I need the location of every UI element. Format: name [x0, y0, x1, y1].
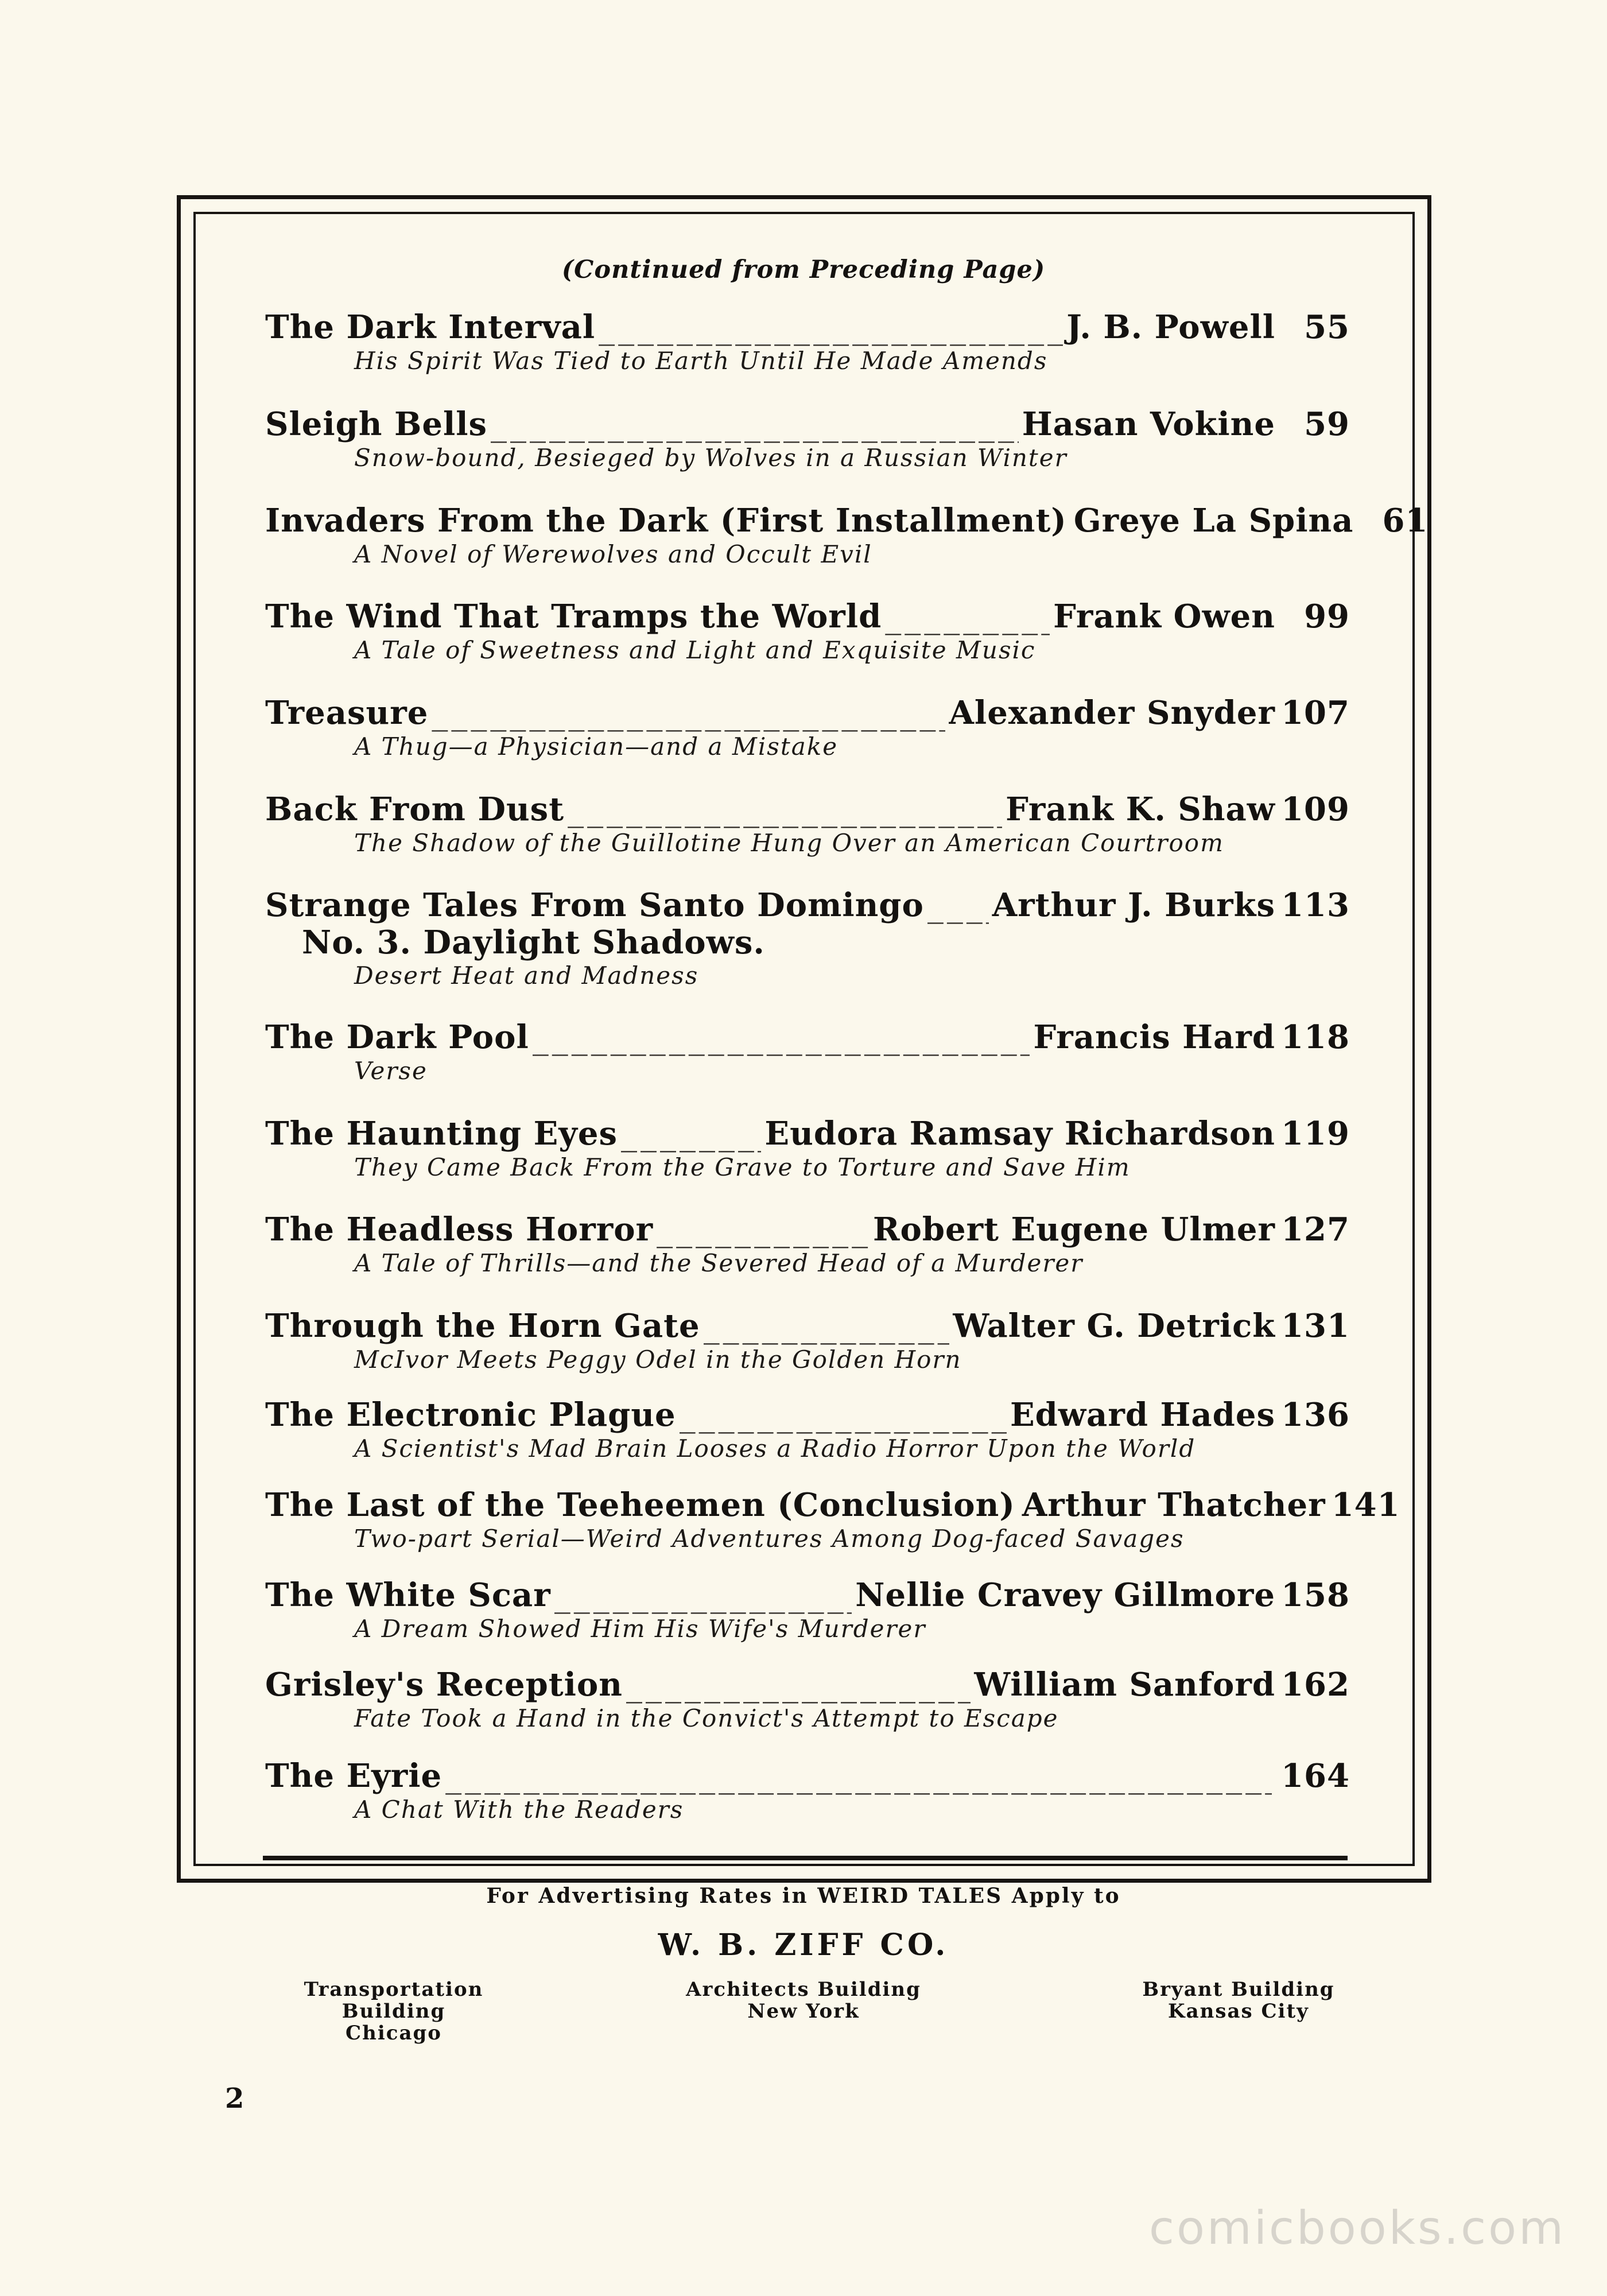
- address-building: Architects Building: [686, 1978, 921, 2001]
- entry-title: Invaders From the Dark (First Installment): [265, 502, 1067, 540]
- entry-title: Back From Dust: [265, 790, 565, 828]
- company-name: W. B. ZIFF CO.: [658, 1927, 949, 1963]
- entry-title: Through the Horn Gate: [265, 1307, 700, 1345]
- entry-tagline: McIvor Meets Peggy Odel in the Golden Horn: [354, 1345, 962, 1374]
- entry-author: Frank K. Shaw: [1006, 790, 1275, 828]
- entry-tagline: Two-part Serial—Weird Adventures Among Dog-faced Savages: [354, 1525, 1185, 1553]
- dot-leader: [445, 1758, 1272, 1795]
- entry-page: 136: [1281, 1396, 1350, 1434]
- entry-page: 162: [1281, 1666, 1350, 1704]
- entry-author: Walter G. Detrick: [953, 1307, 1275, 1345]
- dot-leader: [621, 1116, 761, 1153]
- entry-title: Sleigh Bells: [265, 405, 488, 443]
- entry-tagline: A Novel of Werewolves and Occult Evil: [354, 540, 872, 568]
- divider-rule: [263, 1856, 1348, 1860]
- entry-tagline: A Scientist's Mad Brain Looses a Radio Horror Upon the World: [354, 1434, 1196, 1463]
- entry-author: Robert Eugene Ulmer: [872, 1211, 1275, 1248]
- entry-page: 118: [1281, 1018, 1350, 1056]
- address-city: Kansas City: [1168, 2000, 1309, 2023]
- entry-tagline: Verse: [354, 1057, 428, 1085]
- entry-page: 131: [1281, 1307, 1350, 1345]
- address-building: Transportation Building: [304, 1978, 484, 2023]
- entry-title: Strange Tales From Santo Domingo: [265, 886, 924, 924]
- address-city: New York: [747, 2000, 860, 2023]
- entry-title: The Eyrie: [265, 1757, 442, 1795]
- address-building: Bryant Building: [1142, 1978, 1335, 2001]
- address-kansas-city: [1095, 1979, 1382, 2022]
- toc-entry: [265, 1019, 1350, 1086]
- toc-entry: [265, 695, 1350, 762]
- entry-title: Treasure: [265, 694, 429, 732]
- address-city: Chicago: [346, 2022, 442, 2045]
- continued-note: (Continued from Preceding Page): [561, 255, 1046, 284]
- entry-title: The Headless Horror: [265, 1211, 654, 1248]
- toc-entry: [265, 1486, 1400, 1554]
- entry-page: 59: [1304, 405, 1350, 443]
- entry-title: The Haunting Eyes: [265, 1115, 618, 1153]
- entry-author: Frank Owen: [1053, 598, 1275, 635]
- entry-title: The White Scar: [265, 1576, 551, 1614]
- dot-leader: [885, 599, 1050, 635]
- entry-author: J. B. Powell: [1066, 308, 1275, 346]
- entry-author: Edward Hades: [1010, 1396, 1275, 1434]
- toc-entry: [265, 1308, 1350, 1375]
- entry-page: 55: [1304, 308, 1350, 346]
- entry-page: 107: [1281, 694, 1350, 732]
- entry-tagline: The Shadow of the Guillotine Hung Over an American Courtroom: [354, 829, 1224, 857]
- entry-title: The Dark Interval: [265, 308, 596, 346]
- dot-leader: [704, 1308, 950, 1345]
- entry-title: The Wind That Tramps the World: [265, 598, 882, 635]
- entry-page: 113: [1281, 886, 1350, 924]
- entry-author: William Sanford: [974, 1666, 1275, 1704]
- toc-entry: [265, 887, 1350, 991]
- dot-leader: [554, 1577, 852, 1614]
- entry-page: 109: [1281, 790, 1350, 828]
- entry-author: Alexander Snyder: [949, 694, 1275, 732]
- entry-author: Nellie Cravey Gillmore: [855, 1576, 1275, 1614]
- toc-entry: [265, 1397, 1350, 1464]
- toc-entry: [265, 1211, 1350, 1278]
- toc-entry: [265, 1666, 1350, 1733]
- entry-page: 61: [1382, 502, 1429, 540]
- entry-tagline: A Tale of Thrills—and the Severed Head of a Murderer: [354, 1249, 1084, 1277]
- entry-author: Arthur Thatcher: [1022, 1486, 1326, 1524]
- toc-entry: [265, 309, 1350, 376]
- entry-tagline: A Chat With the Readers: [354, 1795, 684, 1824]
- toc-entry: [265, 1758, 1350, 1825]
- toc-entry: [265, 791, 1350, 858]
- entry-page: 127: [1281, 1211, 1350, 1248]
- entry-tagline: A Thug—a Physician—and a Mistake: [354, 732, 839, 761]
- dot-leader: [927, 887, 989, 924]
- entry-subtitle: No. 3. Daylight Shadows.: [302, 924, 765, 961]
- entry-tagline: Desert Heat and Madness: [354, 961, 699, 990]
- toc-entry: [265, 406, 1350, 473]
- page-number: 2: [225, 2082, 244, 2115]
- entry-author: Francis Hard: [1033, 1018, 1275, 1056]
- entry-title: The Electronic Plague: [265, 1396, 676, 1434]
- dot-leader: [657, 1212, 870, 1248]
- entry-title: The Dark Pool: [265, 1018, 529, 1056]
- dot-leader: [533, 1019, 1030, 1056]
- entry-page: 164: [1281, 1757, 1350, 1795]
- entry-tagline: Snow-bound, Besieged by Wolves in a Russian Winter: [354, 444, 1068, 472]
- dot-leader: [568, 792, 1002, 828]
- dot-leader: [626, 1667, 971, 1704]
- entry-page: 158: [1281, 1576, 1350, 1614]
- toc-entry: [265, 1115, 1350, 1182]
- entry-title: The Last of the Teeheemen (Conclusion): [265, 1486, 1015, 1524]
- toc-entry: [265, 1577, 1350, 1644]
- entry-tagline: A Tale of Sweetness and Light and Exquisite Music: [354, 636, 1036, 664]
- entry-author: Greye La Spina: [1073, 502, 1354, 540]
- dot-leader: [599, 309, 1063, 346]
- toc-entry: [265, 502, 1429, 569]
- address-new-york: [660, 1979, 947, 2022]
- dot-leader: [491, 406, 1019, 443]
- entry-author: Eudora Ramsay Richardson: [764, 1115, 1275, 1153]
- entry-title: Grisley's Reception: [265, 1666, 623, 1704]
- entry-author: Hasan Vokine: [1022, 405, 1275, 443]
- entry-page: 99: [1304, 598, 1350, 635]
- watermark: comicbooks.com: [1148, 2201, 1566, 2255]
- entry-page: 141: [1331, 1486, 1400, 1524]
- address-chicago: [250, 1979, 537, 2044]
- entry-tagline: They Came Back From the Grave to Torture and Save Him: [354, 1153, 1131, 1181]
- entry-tagline: His Spirit Was Tied to Earth Until He Made Amends: [354, 347, 1048, 375]
- dot-leader: [432, 695, 945, 732]
- advertising-note: For Advertising Rates in WEIRD TALES Apply to: [486, 1884, 1121, 1908]
- dot-leader: [680, 1397, 1007, 1434]
- entry-tagline: A Dream Showed Him His Wife's Murderer: [354, 1615, 926, 1643]
- toc-entry: [265, 598, 1350, 665]
- entry-page: 119: [1281, 1115, 1350, 1153]
- entry-tagline: Fate Took a Hand in the Convict's Attempt to Escape: [354, 1704, 1059, 1732]
- entry-author: Arthur J. Burks: [992, 886, 1275, 924]
